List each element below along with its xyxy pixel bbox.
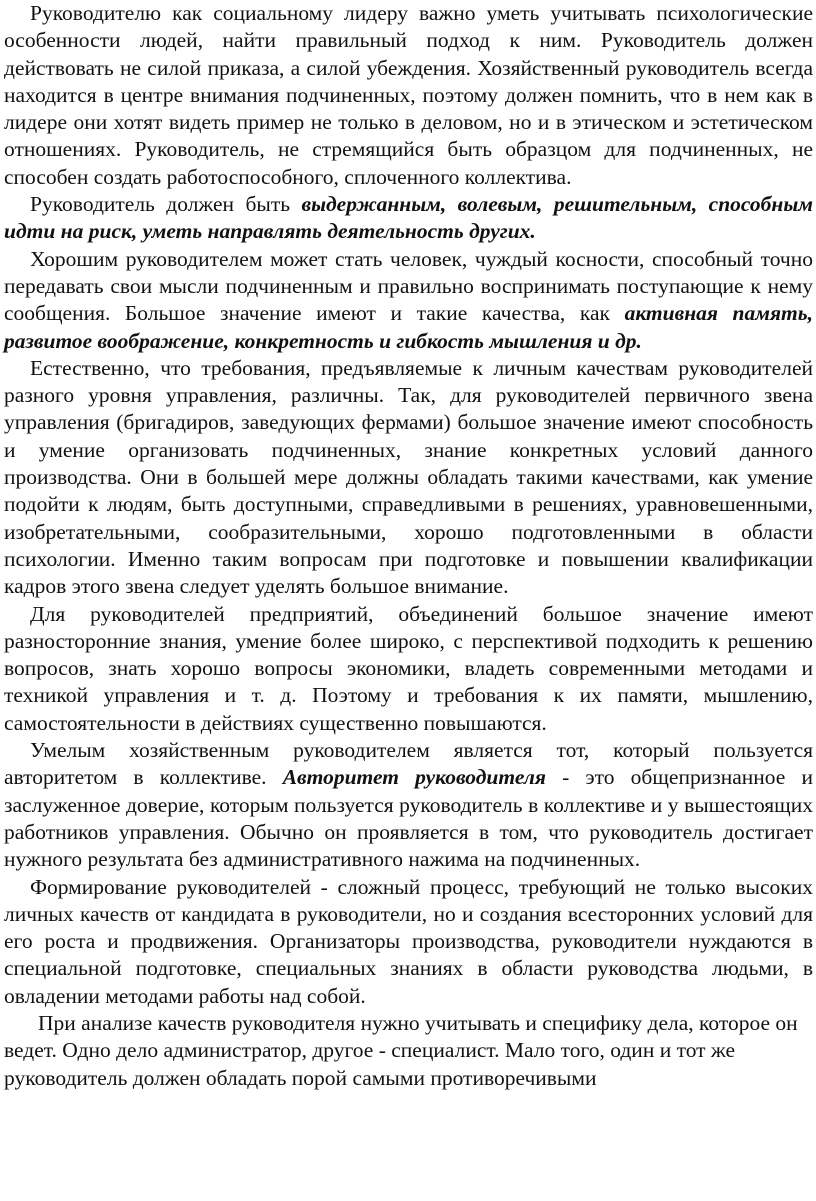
paragraph-enterprise-leaders (4, 601, 813, 737)
text-segment: Естественно, что требования, предъявляемые к личным качествам руководителей разного уровня управления, различны. Так, для руководителей первичного звена управления (бригадиров, заведующих фермами) большое значение имеют способность и умение организовать подчиненных, знание конкретных условий данного производства. Они в большей мере должны обладать такими качествами, как умение подойти к людям, быть доступными, справедливыми в решениях, уравновешенными, изобретательными, сообразительными, хорошо подготовленными в области психологии. Именно таким вопросам при подготовке и повышении квалификации кадров этого звена следует уделять большое внимание. (4, 355, 813, 599)
text-segment: Для руководителей предприятий, объединений большое значение имеют разносторонние знания, умение более широко, с перспективой подходить к решению вопросов, знать хорошо вопросы экономики, владеть современными методами и техникой управления и т. д. Поэтому и требования к их памяти, мышлению, самостоятельности в действиях существенно повышаются. (4, 601, 813, 735)
emphasized-text: Авторитет руководителя (282, 765, 546, 790)
paragraph-leader-traits (4, 191, 813, 246)
text-segment: Руководитель должен быть (30, 192, 302, 217)
paragraph-leader-formation (4, 874, 813, 1010)
paragraph-good-leader (4, 246, 813, 355)
emphasized-text: активная память, развитое воображение, конкретность и гибкость мышления и др. (4, 301, 813, 353)
text-segment: - это общепризнанное и заслуженное доверие, которым пользуется руководитель в коллективе и у вышестоящих работников управления. Обычно он проявляется в том, что руководитель достигает нужного результата без административного нажима на подчиненных. (4, 765, 813, 872)
text-segment: Формирование руководителей - сложный процесс, требующий не только высоких личных качеств от кандидата в руководители, но и создания всесторонних условий для его роста и продвижения. Организаторы производства, руководители нуждаются в специальной подготовке, специальных знаниях в области руководства людьми, в овладении методами работы над собой. (4, 874, 813, 1008)
text-segment: Руководителю как социальному лидеру важно уметь учитывать психологические особенности людей, найти правильный подход к ним. Руководитель должен действовать не силой приказа, а силой убеждения. Хозяйственный руководитель всегда находится в центре внимания подчиненных, поэтому должен помнить, что в нем как в лидере они хотят видеть пример не только в деловом, но и в этическом и эстетическом отношениях. Руководитель, не стремящийся быть образцом для подчиненных, не способен создать работоспособного, сплоченного коллектива. (4, 1, 813, 189)
emphasized-text: выдержанным, волевым, решительным, способным идти на риск, уметь направлять деятельность других. (4, 192, 813, 244)
paragraph-quality-analysis (4, 1010, 813, 1092)
text-segment: Хорошим руководителем может стать человек, чуждый косности, способный точно передавать свои мысли подчиненным и правильно воспринимать поступающие к нему сообщения. Большое значение имеют и такие качества, как (4, 246, 813, 326)
paragraph-management-levels (4, 355, 813, 601)
paragraph-authority (4, 737, 813, 873)
paragraph-leader-psychology (4, 0, 813, 191)
text-segment: При анализе качеств руководителя нужно учитывать и специфику дела, которое он ведет. Одно дело администратор, другое - специалист. Мало того, один и тот же руководитель должен обладать порой самыми противоречивыми (4, 1010, 798, 1090)
text-segment: Умелым хозяйственным руководителем является тот, который пользуется авторитетом в коллективе. (4, 738, 813, 790)
